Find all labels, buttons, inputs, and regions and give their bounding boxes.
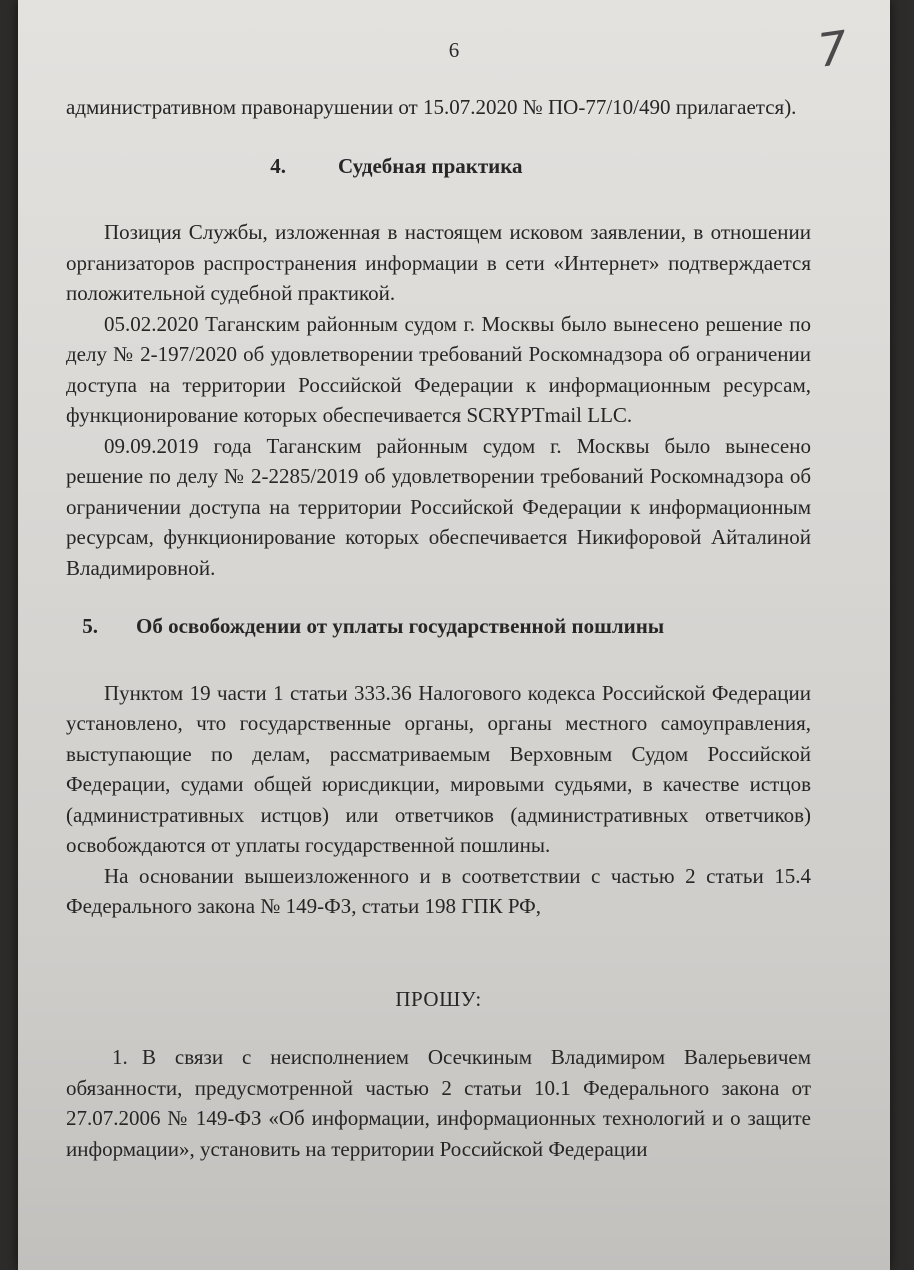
section-5-paragraph-1: Пунктом 19 части 1 статьи 333.36 Налогового кодекса Российской Федерации установлено, что государственные органы, органы местного самоуправления, выступающие по делам, рассматриваемым Верховным Судом Российской Федерации, судами общей юрисдикции, мировыми судьями, в качестве истцов (административных истцов) или ответчиков (административных ответчиков) освобождаются от уплаты государственной пошлины. (66, 680, 811, 857)
section-4-paragraph-2: 05.02.2020 Таганским районным судом г. Москвы было вынесено решение по делу № 2-197/2020 об удовлетворении требований Роскомнадзора об ограничении доступа на территории Российской Федерации к информационным ресурсам, функционирование которых обеспечивается SCRYPTmail LLC. (66, 311, 811, 427)
request-heading: ПРОШУ: (395, 986, 482, 1011)
request-item-1 (66, 1042, 811, 1164)
section-4-heading (66, 151, 811, 182)
page-number: 6 (448, 38, 460, 62)
section-4-number: 4. (270, 153, 286, 178)
section-5-number: 5. (82, 614, 98, 638)
section-5-heading (66, 611, 811, 642)
document-page (18, 0, 890, 1270)
section-4-paragraph-3: 09.09.2019 года Таганским районным судом г. Москвы было вынесено решение по делу № 2-2285/2019 об удовлетворении требований Роскомнадзора об ограничении доступа на территории Российской Федерации к информационным ресурсам, функционирование которых обеспечивается Никифоровой Айталиной Владимировной. (66, 433, 811, 580)
request-item-text: В связи с неисполнением Осечкиным Владимиром Валерьевичем обязанности, предусмотренной частью 2 статьи 10.1 Федерального закона от 27.07.2006 № 149-ФЗ «Об информации, информационных технологий и о защите информации», установить на территории Российской Федерации (66, 1045, 811, 1161)
section-4-paragraph-1: Позиция Службы, изложенная в настоящем исковом заявлении, в отношении организаторов распространения информации в сети «Интернет» подтверждается положительной судебной практикой. (66, 220, 811, 305)
section-4-title: Судебная практика (338, 153, 523, 178)
intro-continuation: административном правонарушении от 15.07.2020 № ПО-77/10/490 прилагается). (66, 95, 797, 119)
section-5-title: Об освобождении от уплаты государственной пошлины (136, 614, 665, 638)
section-5-paragraph-2: На основании вышеизложенного и в соответствии с частью 2 статьи 15.4 Федерального закона № 149-ФЗ, статьи 198 ГПК РФ, (66, 863, 811, 918)
handwritten-page-mark: 7 (814, 20, 851, 78)
request-item-number: 1. (112, 1045, 128, 1069)
document-body (66, 92, 811, 1164)
